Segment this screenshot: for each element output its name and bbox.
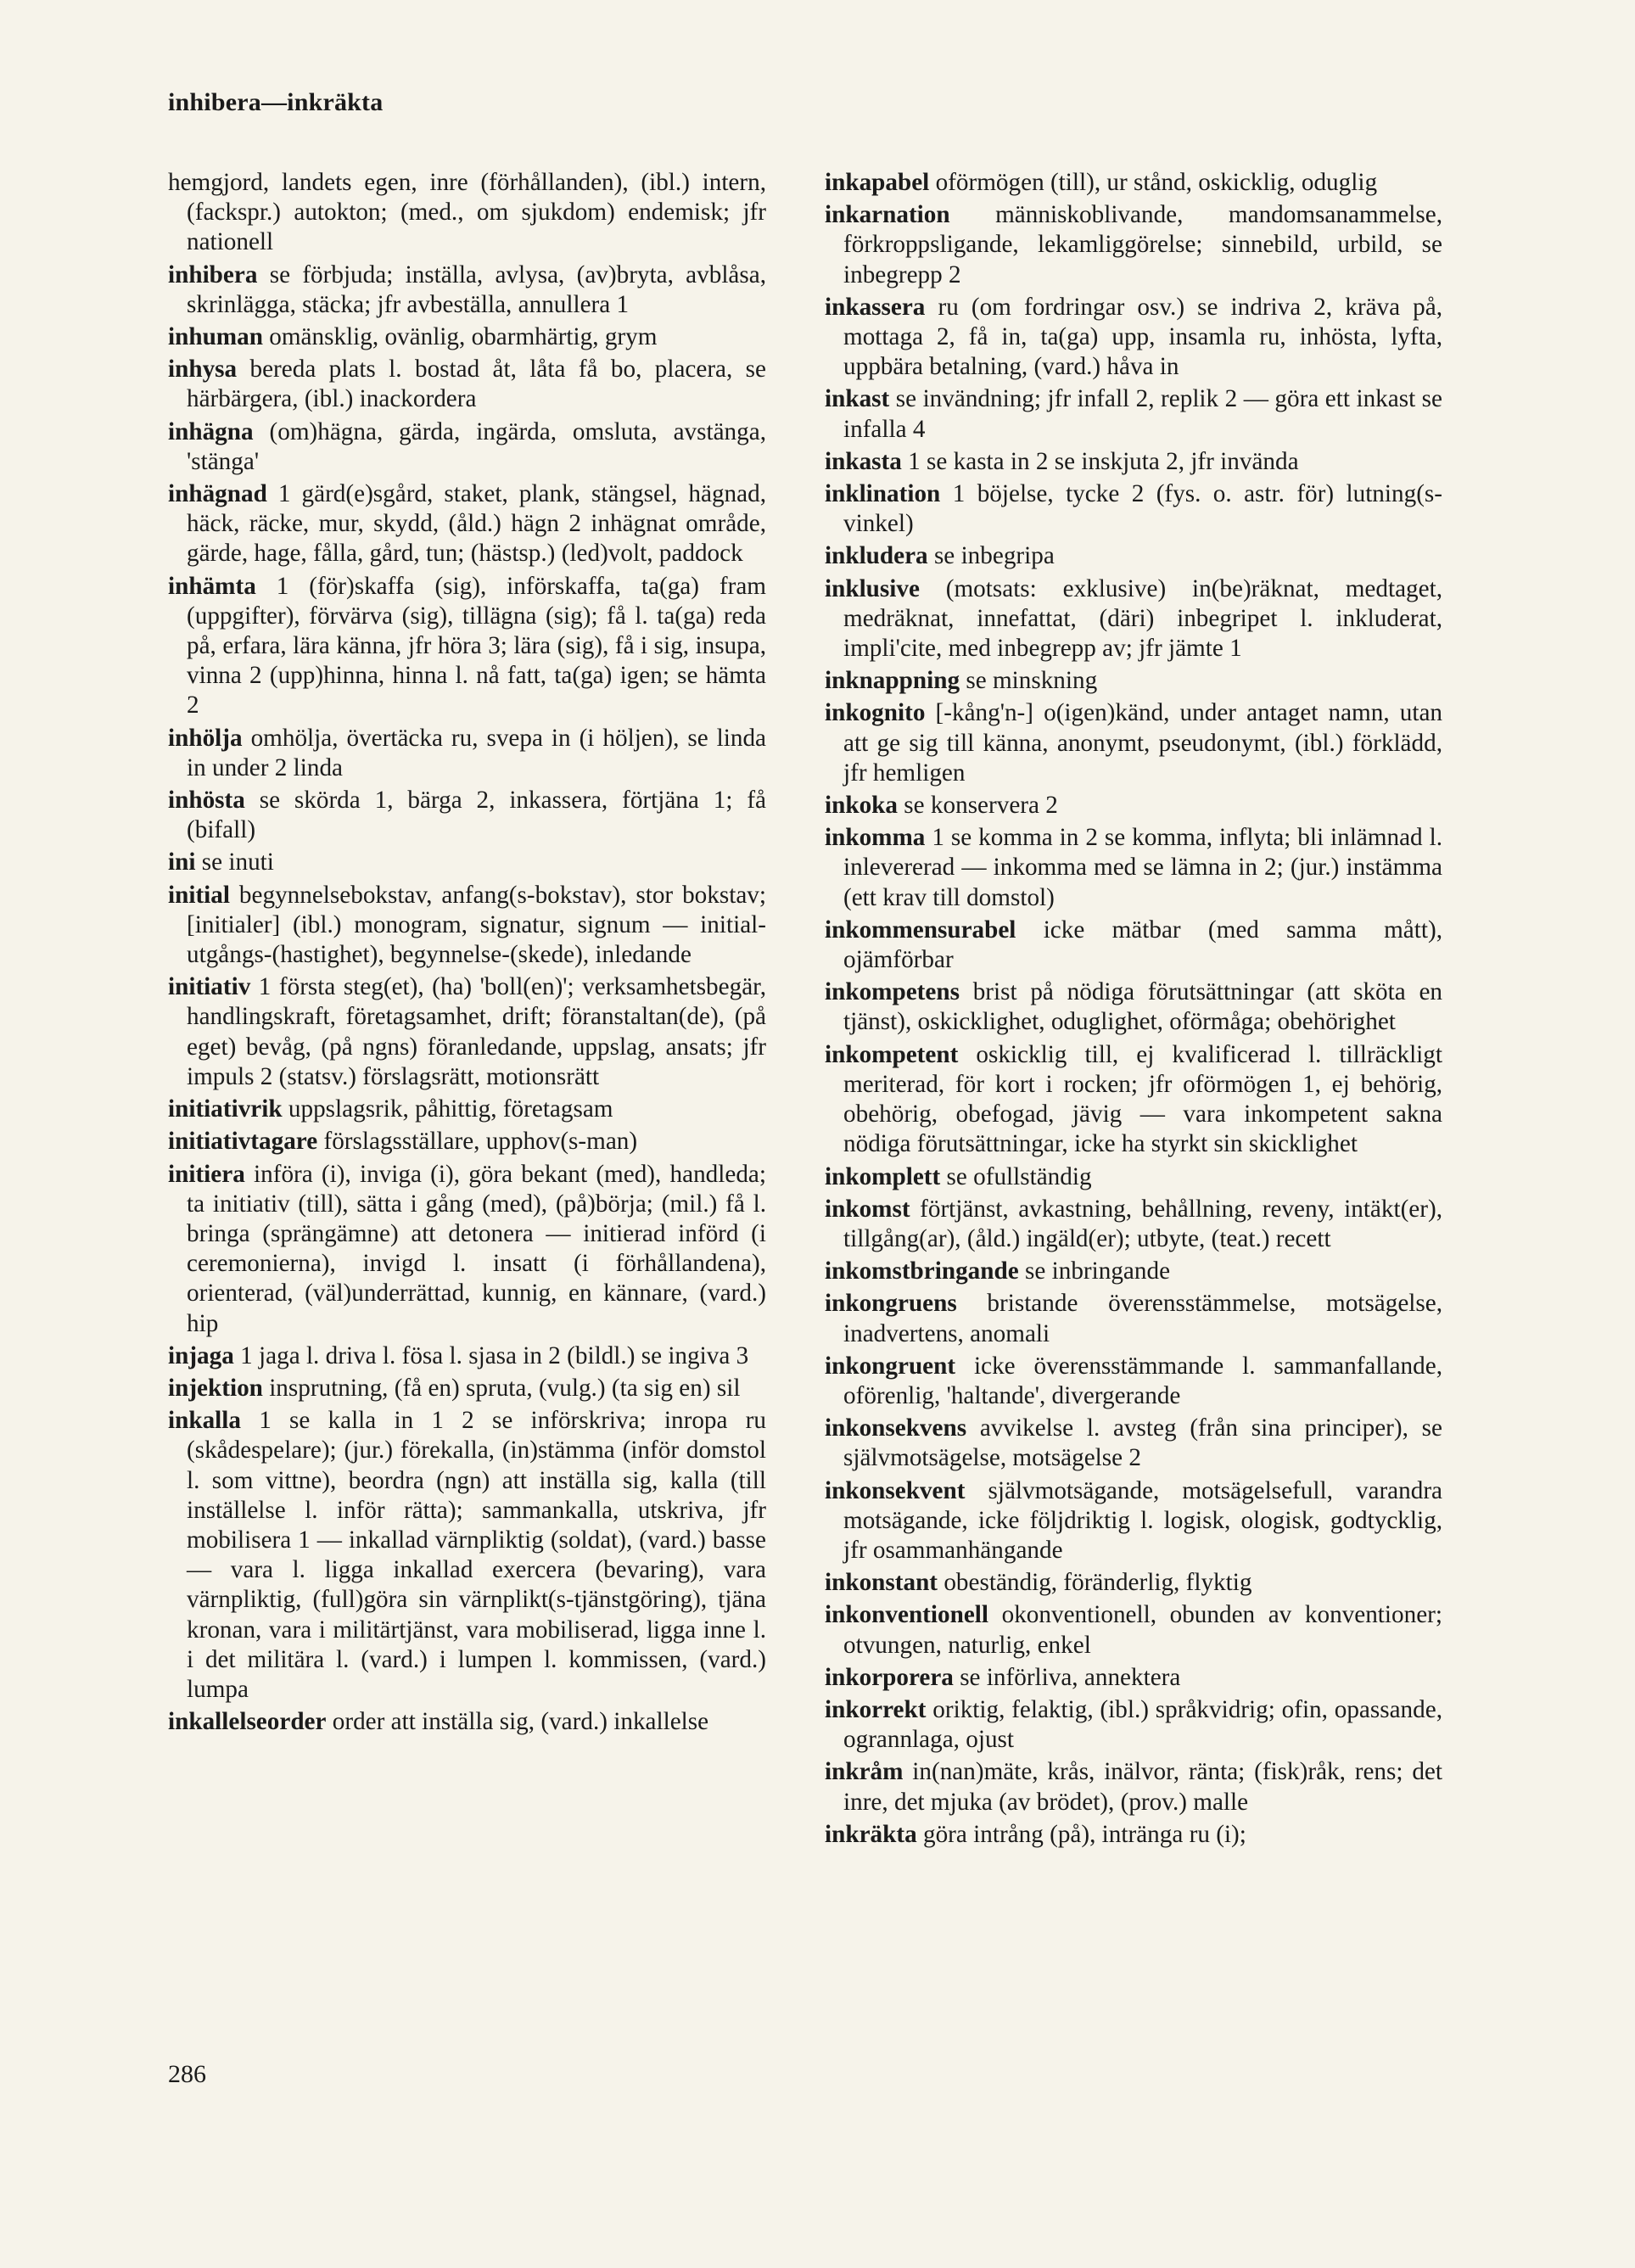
dictionary-entry [825,1414,1442,1473]
headword: inklination [825,480,941,508]
entry-text: 1 gärd(e)sgård, staket, plank, stängsel, hägnad, häck, räcke, mur, skydd, (åld.) hägn 2 inhägnat område, gärde, hage, fålla, gård, tun; (hästsp.) (led)volt, paddock [187,480,766,568]
entry-text: förtjänst, avkastning, behållning, reveny, intäkt(er), tillgång(ar), (åld.) ingäld(er); utbyte, (teat.) recett [843,1195,1442,1252]
dictionary-entry [168,417,766,477]
entry-text: (motsats: exklusive) in(be)räknat, medtaget, medräknat, innefattat, (däri) inbegripet l. inkluderat, impli'cite, med inbegrepp av; jfr jämte 1 [843,574,1442,663]
headword: inkomplett [825,1162,941,1190]
dictionary-entry [168,1406,766,1705]
entry-text: icke mätbar (med samma mått), ojämförbar [843,916,1442,974]
headword: inkorporera [825,1663,954,1691]
dictionary-entry [825,541,1442,571]
headword: inkomma [825,824,926,852]
dictionary-entry [825,384,1442,444]
headword: inhysa [168,356,238,384]
entry-text: se minskning [960,667,1098,695]
dictionary-entry [825,1600,1442,1660]
headword: inkonsekvent [825,1476,966,1504]
dictionary-entry [168,786,766,845]
dictionary-entry [825,168,1442,198]
headword: initial [168,881,230,909]
dictionary-entry [168,322,766,352]
dictionary-entry [825,666,1442,696]
dictionary-entry [825,698,1442,788]
dictionary-entry [168,724,766,783]
dictionary-entry [168,479,766,569]
headword: inkomst [825,1195,910,1223]
entry-text: göra intrång (på), intränga ru (i); [916,1820,1246,1848]
dictionary-entry [825,1663,1442,1693]
entry-text: 1 böjelse, tycke 2 (fys. o. astr. för) lutning(s-vinkel) [843,480,1442,538]
dictionary-entry [825,447,1442,477]
dictionary-entry [825,916,1442,975]
entry-text: 1 se kasta in 2 se inskjuta 2, jfr invända [901,447,1299,475]
entry-text: se invändning; jfr infall 2, replik 2 — göra ett inkast se infalla 4 [843,385,1442,443]
dictionary-entry [825,1289,1442,1348]
dictionary-entry [168,1341,766,1371]
dictionary-entry [825,1040,1442,1160]
headword: inkast [825,385,890,413]
headword: inkommensurabel [825,916,1016,944]
entry-text: [-kång'n-] o(igen)känd, under antaget namn, utan att ge sig till känna, anonymt, pseudonymt, (ibl.) förklädd, jfr hemligen [843,699,1442,787]
headword: initiativrik [168,1095,283,1123]
dictionary-entry [825,1352,1442,1411]
entry-text: se inbegripa [927,542,1055,570]
headword: inkräkta [825,1820,917,1848]
right-column [825,168,1442,1852]
dictionary-entry [825,574,1442,664]
headword: inhölja [168,724,243,752]
entry-text: order att inställa sig, (vard.) inkallelse [326,1708,709,1736]
dictionary-entry [168,1127,766,1156]
headword: inkludera [825,542,928,570]
entry-text: 1 jaga l. driva l. fösa l. sjasa in 2 (bildl.) se ingiva 3 [233,1341,749,1369]
headword: injektion [168,1374,263,1402]
headword: inkalla [168,1407,241,1435]
dictionary-entry [168,881,766,971]
headword: inkarnation [825,201,950,229]
headword: inhibera [168,260,258,288]
dictionary-entry [168,1160,766,1339]
entry-text: bristande överensstämmelse, motsägelse, inadvertens, anomali [843,1290,1442,1347]
left-column [168,168,766,1739]
entry-text: människoblivande, mandomsanammelse, förkroppsligande, lekamliggörelse; sinnebild, urbild, se inbegrepp 2 [843,201,1442,288]
dictionary-entry [825,1820,1442,1850]
dictionary-entry [825,823,1442,913]
dictionary-entry [825,977,1442,1037]
headword: ini [168,848,196,876]
dictionary-entry [825,1162,1442,1192]
headword: inkongruent [825,1352,956,1380]
headword: inhösta [168,787,245,815]
dictionary-entry [825,1195,1442,1254]
entry-text: 1 se kalla in 1 2 se införskriva; inropa ru (skådespelare); (jur.) förekalla, (in)stämma (inför domstol l. som vittne), beordra (ngn) att inställa sig, kalla (till inställelse l. inför rätta); sammankalla, utskriva, jfr mobilisera 1 — inkallad värnpliktig (soldat), (vard.) basse — vara l. ligga inkallad exercera (bevaring), vara värnpliktig, (full)göra sin värnplikt(s-tjänstgöring), tjäna kronan, vara i militärtjänst, vara mobiliserad, ligga inne l. i det militära l. (vard.) i lumpen l. kommissen, (vard.) lumpa [187,1407,766,1703]
dictionary-entry [825,1757,1442,1817]
entry-text: omhölja, övertäcka ru, svepa in (i höljen), se linda in under 2 linda [187,724,766,781]
headword: injaga [168,1341,234,1369]
dictionary-entry [825,293,1442,383]
entry-text: 1 se komma in 2 se komma, inflyta; bli inlämnad l. inlevererad — inkomma med se lämna in 2; (jur.) instämma (ett krav till domstol) [843,824,1442,911]
dictionary-entry [168,1374,766,1403]
dictionary-entry [168,260,766,320]
headword: inknappning [825,667,960,695]
dictionary-entry [168,1707,766,1737]
entry-text: ru (om fordringar osv.) se indriva 2, kräva på, mottaga 2, få in, ta(ga) upp, insamla ru, inhösta, lyfta, uppbära betalning, (vard.) håva in [843,293,1442,381]
headword: inkomstbringande [825,1257,1019,1285]
entry-text: icke överensstämmande l. sammanfallande, oförenlig, 'haltande', divergerande [843,1352,1442,1409]
entry-text: självmotsägande, motsägelsefull, varandra motsägande, icke följdriktig l. logisk, ologisk, godtycklig, jfr osammanhängande [843,1476,1442,1564]
entry-text: (om)hägna, gärda, ingärda, omsluta, avstänga, 'stänga' [187,417,766,475]
entry-text: 1 (för)skaffa (sig), införskaffa, ta(ga) fram (uppgifter), förvärva (sig), tillägna (sig); få l. ta(ga) reda på, erfara, lära känna, jfr höra 3; lära (sig), få i sig, insupa, vinna 2 (upp)hinna, hinna l. nå fatt, ta(ga) igen; se hämta 2 [187,572,766,720]
entry-text: se konservera 2 [898,792,1058,820]
dictionary-entry [825,791,1442,820]
dictionary-entry [825,1568,1442,1598]
headword: inkonventionell [825,1601,989,1629]
entry-text: oförmögen (till), ur stånd, oskicklig, oduglig [929,169,1378,196]
entry-text: se skörda 1, bärga 2, inkassera, förtjäna 1; få (bifall) [187,787,766,844]
headword: inkasta [825,447,902,475]
headword: inklusive [825,574,920,602]
headword: inhägnad [168,480,267,508]
headword: initiera [168,1160,245,1188]
entry-text: omänsklig, ovänlig, obarmhärtig, grym [262,323,658,351]
entry-text: se införliva, annektera [953,1663,1181,1691]
dictionary-entry [825,200,1442,290]
page-number: 286 [168,2060,206,2088]
headword: inkompetent [825,1040,959,1068]
entry-text: förslagsställare, upphov(s-man) [317,1128,638,1156]
headword: inkompetens [825,978,960,1006]
headword: inhuman [168,323,263,351]
entry-text: uppslagsrik, påhittig, företagsam [282,1095,613,1123]
dictionary-entry [168,355,766,414]
headword: inhämta [168,572,256,600]
dictionary-entry [825,1476,1442,1566]
headword: initiativtagare [168,1128,318,1156]
entry-text: hemgjord, landets egen, inre (förhållanden), (ibl.) intern, (fackspr.) autokton; (med., om sjukdom) endemisk; jfr nationell [168,169,766,256]
dictionary-entry [168,1095,766,1124]
entry-text: införa (i), inviga (i), göra bekant (med), handleda; ta initiativ (till), sätta i gång (med), (på)börja; (mil.) få l. bringa (sprängämne) att detonera — initierad införd (i ceremonierna), invigd l. insatt (i förhållandena), orienterad, (väl)underrättad, kunnig, en kännare, (vard.) hip [187,1160,766,1337]
entry-text: se inbringande [1018,1257,1171,1285]
headword: inkognito [825,699,926,727]
entry-text: se ofullständig [940,1162,1092,1190]
entry-text: okonventionell, obunden av konventioner; otvungen, naturlig, enkel [843,1601,1442,1659]
dictionary-entry [168,848,766,877]
entry-text: oskicklig till, ej kvalificerad l. tillräckligt meriterad, för kort i rocken; jfr oförmögen 1, ej behörig, obehörig, obefogad, jävig — vara inkompetent sakna nödiga förutsättningar, icke ha styrkt sin skicklighet [843,1040,1442,1158]
headword: inkoka [825,792,898,820]
headword: inkallelseorder [168,1708,327,1736]
entry-text: obeständig, föränderlig, flyktig [938,1569,1252,1597]
dictionary-entry [168,572,766,721]
headword: initiativ [168,973,251,1001]
entry-text: se inuti [195,848,274,876]
entry-text: bereda plats l. bostad åt, låta få bo, placera, se härbärgera, (ibl.) inackordera [187,356,766,413]
headword: inkråm [825,1758,904,1786]
dictionary-entry [168,168,766,258]
dictionary-entry [825,1257,1442,1286]
headword: inkonsekvens [825,1414,967,1442]
headword: inkorrekt [825,1695,927,1723]
dictionary-entry [825,479,1442,539]
headword: inkongruens [825,1290,957,1318]
entry-text: brist på nödiga förutsättningar (att sköta en tjänst), oskicklighet, oduglighet, oförmåga; obehörighet [843,978,1442,1036]
entry-text: in(nan)mäte, krås, inälvor, ränta; (fisk)råk, rens; det inre, det mjuka (av brödet), (prov.) malle [843,1758,1442,1816]
entry-text: se förbjuda; inställa, avlysa, (av)bryta, avblåsa, skrinlägga, stäcka; jfr avbeställa, annullera 1 [187,260,766,318]
dictionary-entry [168,972,766,1092]
headword: inkassera [825,293,926,321]
headword: inhägna [168,417,254,445]
dictionary-entry [825,1695,1442,1755]
entry-text: avvikelse l. avsteg (från sina principer), se självmotsägelse, motsägelse 2 [843,1414,1442,1472]
running-head: inhibera—inkräkta [168,88,384,116]
entry-text: begynnelsebokstav, anfang(s-bokstav), stor bokstav; [initialer] (ibl.) monogram, signatur, signum — initial- utgångs-(hastighet), begynnelse-(skede), inledande [187,881,766,969]
entry-text: 1 första steg(et), (ha) 'boll(en)'; verksamhetsbegär, handlingskraft, företagsamhet, drift; föranstaltan(de), (på eget) bevåg, (på ngns) föranledande, uppslag, ansats; jfr impuls 2 (statsv.) förslagsrätt, motionsrätt [187,973,766,1090]
headword: inkapabel [825,169,930,196]
entry-text: oriktig, felaktig, (ibl.) språkvidrig; ofin, opassande, ogrannlaga, ojust [843,1695,1442,1754]
entry-text: insprutning, (få en) spruta, (vulg.) (ta sig en) sil [262,1374,741,1402]
headword: inkonstant [825,1569,938,1597]
